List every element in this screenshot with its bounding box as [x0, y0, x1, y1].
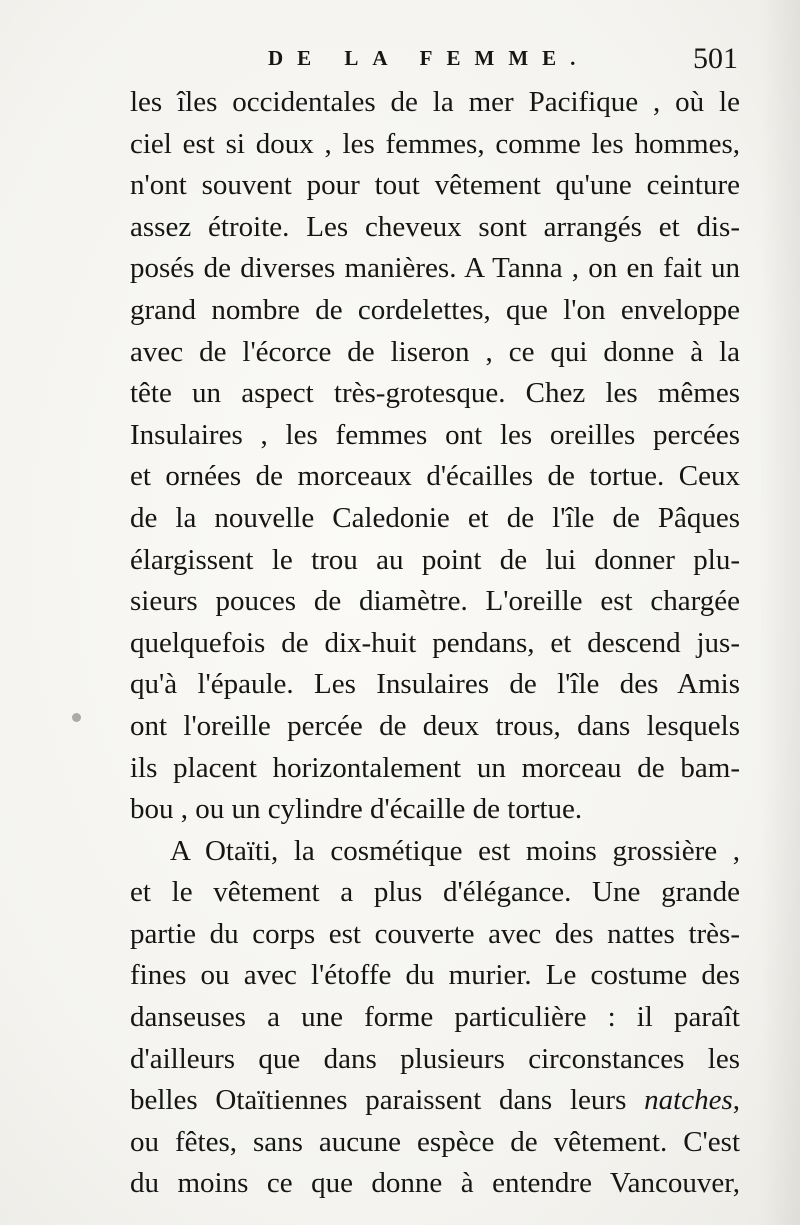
- text-line: n'ont souvent pour tout vêtement qu'une ceinture: [130, 169, 740, 202]
- text-line: qu'à l'épaule. Les Insulaires de l'île des Amis: [130, 668, 740, 701]
- text-line: du moins ce que donne à entendre Vancouver,: [130, 1167, 740, 1200]
- text-line: fines ou avec l'étoffe du murier. Le costume des: [130, 959, 740, 992]
- page-header: [268, 42, 738, 82]
- running-head: DE LA FEMME.: [268, 46, 590, 70]
- text-line: assez étroite. Les cheveux sont arrangés et dis-: [130, 210, 740, 243]
- text-line: avec de l'écorce de liseron , ce qui donne à la: [130, 335, 740, 368]
- text-line: ciel est si doux , les femmes, comme les hommes,: [130, 127, 740, 160]
- text-line: ou fêtes, sans aucune espèce de vêtement. C'est: [130, 1125, 740, 1158]
- text-line: ils placent horizontalement un morceau de bam-: [130, 751, 740, 784]
- text-segment: ,: [732, 1084, 741, 1117]
- text-line-paragraph-start: A Otaïti, la cosmétique est moins grossière ,: [170, 834, 740, 867]
- margin-dot-mark: [72, 713, 81, 722]
- text-line: Insulaires , les femmes ont les oreilles percées: [130, 418, 740, 451]
- text-segment: belles Otaïtiennes paraissent dans leurs: [130, 1084, 627, 1117]
- text-line-paragraph-end: bou , ou un cylindre d'écaille de tortue.: [130, 793, 583, 826]
- text-line-with-italic: [130, 1080, 740, 1122]
- text-line: et ornées de morceaux d'écailles de tortue. Ceux: [130, 460, 740, 493]
- text-line: de la nouvelle Caledonie et de l'île de Pâques: [130, 501, 740, 534]
- text-line: partie du corps est couverte avec des nattes très-: [130, 917, 740, 950]
- text-line: ont l'oreille percée de deux trous, dans lesquels: [130, 709, 740, 742]
- text-line: tête un aspect très-grotesque. Chez les mêmes: [130, 377, 740, 410]
- text-line: les îles occidentales de la mer Pacifique , où le: [130, 86, 740, 118]
- text-line: danseuses a une forme particulière : il paraît: [130, 1001, 740, 1034]
- page-number: 501: [693, 42, 738, 75]
- text-line: grand nombre de cordelettes, que l'on enveloppe: [130, 293, 740, 326]
- page-edge-shadow: [760, 0, 800, 1225]
- text-line: quelquefois de dix-huit pendans, et descend jus-: [130, 626, 740, 659]
- body-text: [130, 82, 740, 1205]
- text-line: élargissent le trou au point de lui donner plu-: [130, 543, 740, 576]
- text-line: d'ailleurs que dans plusieurs circonstances les: [130, 1042, 740, 1075]
- italic-term: natches: [644, 1084, 733, 1117]
- text-line: sieurs pouces de diamètre. L'oreille est chargée: [130, 585, 740, 618]
- text-line: et le vêtement a plus d'élégance. Une grande: [130, 876, 740, 909]
- text-line: posés de diverses manières. A Tanna , on en fait un: [130, 252, 740, 285]
